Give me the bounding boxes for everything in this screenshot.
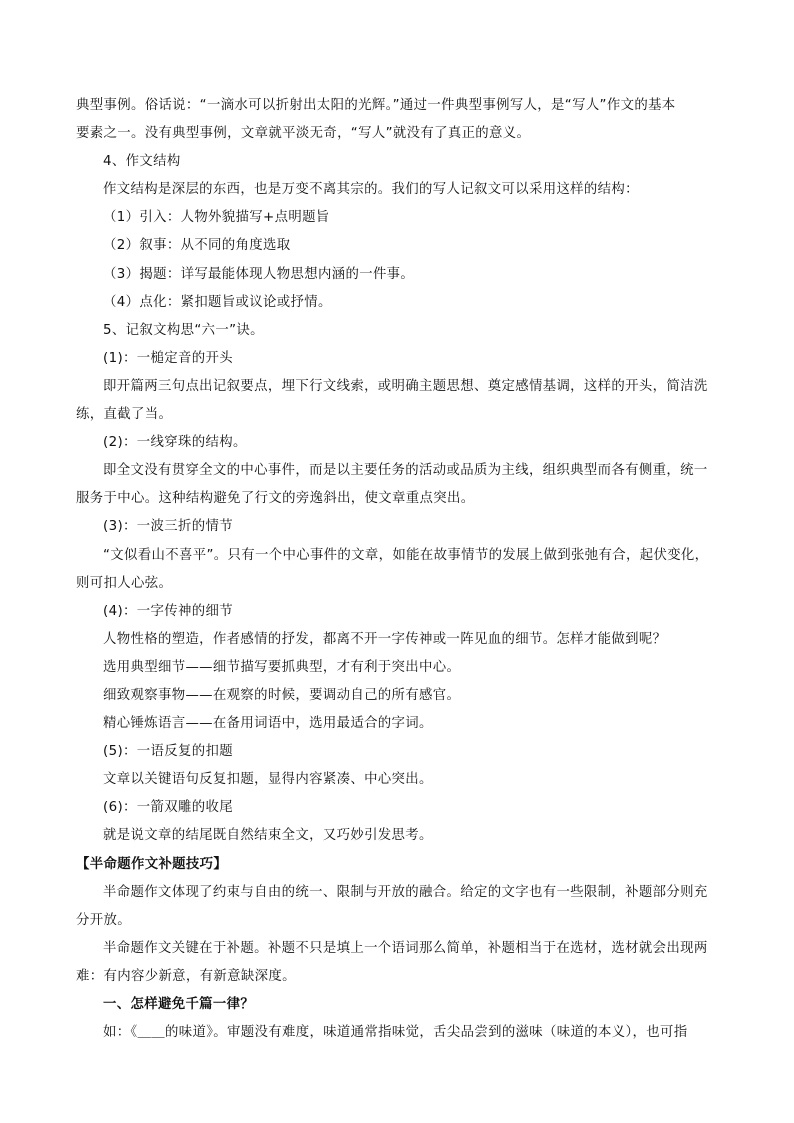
paragraph-line: 半命题作文关键在于补题。补题不只是填上一个语词那么简单，补题相当于在选材，选材就会出现两 xyxy=(103,940,708,956)
paragraph-line: 分开放。 xyxy=(76,912,131,928)
paragraph-line: 难：有内容少新意，有新意缺深度。 xyxy=(76,968,296,984)
tip-heading: (5)：一语反复的扣题 xyxy=(103,744,233,760)
paragraph-line: 要素之一。没有典型事例，文章就平淡无奇，“写人”就没有了真正的意义。 xyxy=(76,126,531,142)
tip-heading: (2)：一线穿珠的结构。 xyxy=(103,435,247,451)
paragraph-line: 细致观察事物——在观察的时候，要调动自己的所有感官。 xyxy=(103,687,461,703)
paragraph-line: 作文结构是深层的东西，也是万变不离其宗的。我们的写人记叙文可以采用这样的结构： xyxy=(103,182,639,198)
paragraph-line: 则可扣人心弦。 xyxy=(76,575,173,591)
paragraph-line: 人物性格的塑造，作者感情的抒发，都离不开一字传神或一阵见血的细节。怎样才能做到呢？ xyxy=(103,631,667,647)
paragraph-line: “文似看山不喜平”。只有一个中心事件的文章，如能在故事情节的发展上做到张弛有合，起伏变化， xyxy=(103,547,709,563)
tip-heading: (1)：一槌定音的开头 xyxy=(103,350,233,366)
paragraph-line: 精心锤炼语言——在备用词语中，选用最适合的字词。 xyxy=(103,716,433,732)
section-heading: 【半命题作文补题技巧】 xyxy=(76,856,228,872)
paragraph-line: 服务于中心。这种结构避免了行文的旁逸斜出，使文章重点突出。 xyxy=(76,491,475,507)
tip-heading: (3)：一波三折的情节 xyxy=(103,519,233,535)
paragraph-line: 即开篇两三句点出记叙要点，埋下行文线索，或明确主题思想、奠定感情基调，这样的开头，简洁洗 xyxy=(103,378,708,394)
paragraph-line: 文章以关键语句反复扣题，显得内容紧凑、中心突出。 xyxy=(103,772,433,788)
structure-item: （4）点化：紧扣题旨或议论或抒情。 xyxy=(103,294,332,310)
question-heading: 一、怎样避免千篇一律？ xyxy=(103,997,255,1012)
structure-item: （3）揭题：详写最能体现人物思想内涵的一件事。 xyxy=(103,266,415,282)
heading-six-one: 5、记叙文构思“六一”诀。 xyxy=(103,322,264,338)
paragraph-line: 如：《＿＿的味道》。审题没有难度，味道通常指味觉，舌尖品尝到的滋味（味道的本义），也可指 xyxy=(103,1025,688,1041)
paragraph-line: 练，直截了当。 xyxy=(76,407,173,423)
heading-structure: 4、作文结构 xyxy=(103,154,181,170)
structure-item: （2）叙事：从不同的角度选取 xyxy=(103,238,291,254)
paragraph-line: 典型事例。俗话说：“一滴水可以折射出太阳的光辉。”通过一件典型事例写人，是“写人”作文的基本 xyxy=(76,98,676,113)
structure-item: （1）引入：人物外貌描写+点明题旨 xyxy=(103,210,330,226)
tip-heading: (6)：一箭双雕的收尾 xyxy=(103,800,233,816)
paragraph-line: 即全文没有贯穿全文的中心事件，而是以主要任务的活动或品质为主线，组织典型而各有侧重，统一 xyxy=(103,463,708,479)
paragraph-line: 半命题作文体现了约束与自由的统一、限制与开放的融合。给定的文字也有一些限制，补题部分则充 xyxy=(103,884,708,900)
paragraph-line: 选用典型细节——细节描写要抓典型，才有利于突出中心。 xyxy=(103,659,461,675)
document-body xyxy=(76,92,724,1047)
tip-heading: (4)：一字传神的细节 xyxy=(103,603,233,619)
paragraph-line: 就是说文章的结尾既自然结束全文，又巧妙引发思考。 xyxy=(103,828,433,844)
